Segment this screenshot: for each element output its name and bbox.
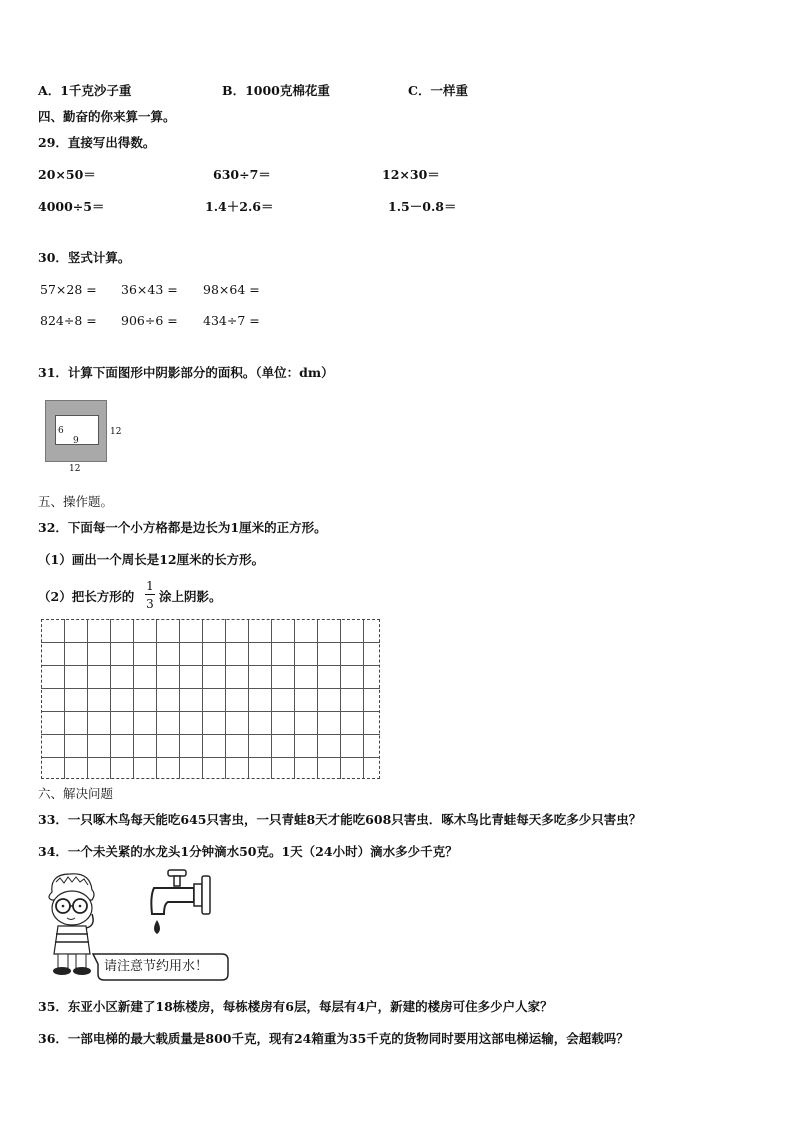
section-5-heading: 五、操作题。 [38, 494, 114, 509]
speech-bubble-text: 请注意节约用水！ [104, 959, 209, 974]
option-c: C．一样重 [408, 83, 468, 98]
q29-item: 20×50＝ [38, 167, 96, 182]
label-outer-width: 12 [69, 464, 81, 474]
fraction-bar [145, 594, 155, 595]
q34-text: 34．一个未关紧的水龙头1分钟滴水50克。1天（24小时）滴水多少千克？ [38, 844, 458, 859]
section-4-heading: 四、勤奋的你来算一算。 [38, 109, 176, 124]
q36-text: 36．一部电梯的最大载质量是800千克，现有24箱重为35千克的货物同时要用这部电梯运输，会超载吗？ [38, 1031, 629, 1046]
label-inner-width: 9 [73, 436, 79, 446]
q35-text: 35．东亚小区新建了18栋楼房，每栋楼房有6层，每层有4户，新建的楼房可住多少户人家？ [38, 999, 553, 1014]
q29-item: 1.4＋2.6＝ [205, 199, 274, 214]
q30-item: 57×28 = [40, 282, 97, 297]
q32-part2-suffix: 涂上阴影。 [159, 589, 222, 604]
faucet-icon [144, 868, 216, 948]
q30-title: 30．竖式计算。 [38, 250, 131, 265]
q30-item: 98×64 = [203, 282, 260, 297]
fraction-numerator: 1 [146, 579, 154, 593]
q30-item: 824÷8 = [40, 313, 97, 328]
q32-part1: （1）画出一个周长是12厘米的长方形。 [38, 552, 265, 567]
q29-item: 4000÷5＝ [38, 199, 105, 214]
q30-item: 906÷6 = [121, 313, 178, 328]
q32-part2-prefix: （2）把长方形的 [38, 589, 135, 604]
q30-item: 434÷7 = [203, 313, 260, 328]
q29-item: 630÷7＝ [213, 167, 271, 182]
section-6-heading: 六、解决问题 [38, 786, 114, 801]
option-a: A．1千克沙子重 [38, 83, 132, 98]
square-grid[interactable] [41, 619, 380, 779]
option-b: B．1000克棉花重 [222, 83, 330, 98]
fraction-denominator: 3 [146, 597, 154, 611]
q32-title: 32．下面每一个小方格都是边长为1厘米的正方形。 [38, 520, 327, 535]
q29-item: 1.5－0.8＝ [388, 199, 457, 214]
q30-item: 36×43 = [121, 282, 178, 297]
shaded-square-figure [45, 400, 107, 462]
q33-text: 33．一只啄木鸟每天能吃645只害虫，一只青蛙8天才能吃608只害虫．啄木鸟比青蛙每天多吃多少只害虫？ [38, 812, 642, 827]
q29-item: 12×30＝ [382, 167, 440, 182]
q31-title: 31．计算下面图形中阴影部分的面积。（单位：dm） [38, 365, 334, 380]
label-outer-height: 12 [110, 427, 122, 437]
q29-title: 29．直接写出得数。 [38, 135, 156, 150]
label-inner-height: 6 [58, 426, 64, 436]
